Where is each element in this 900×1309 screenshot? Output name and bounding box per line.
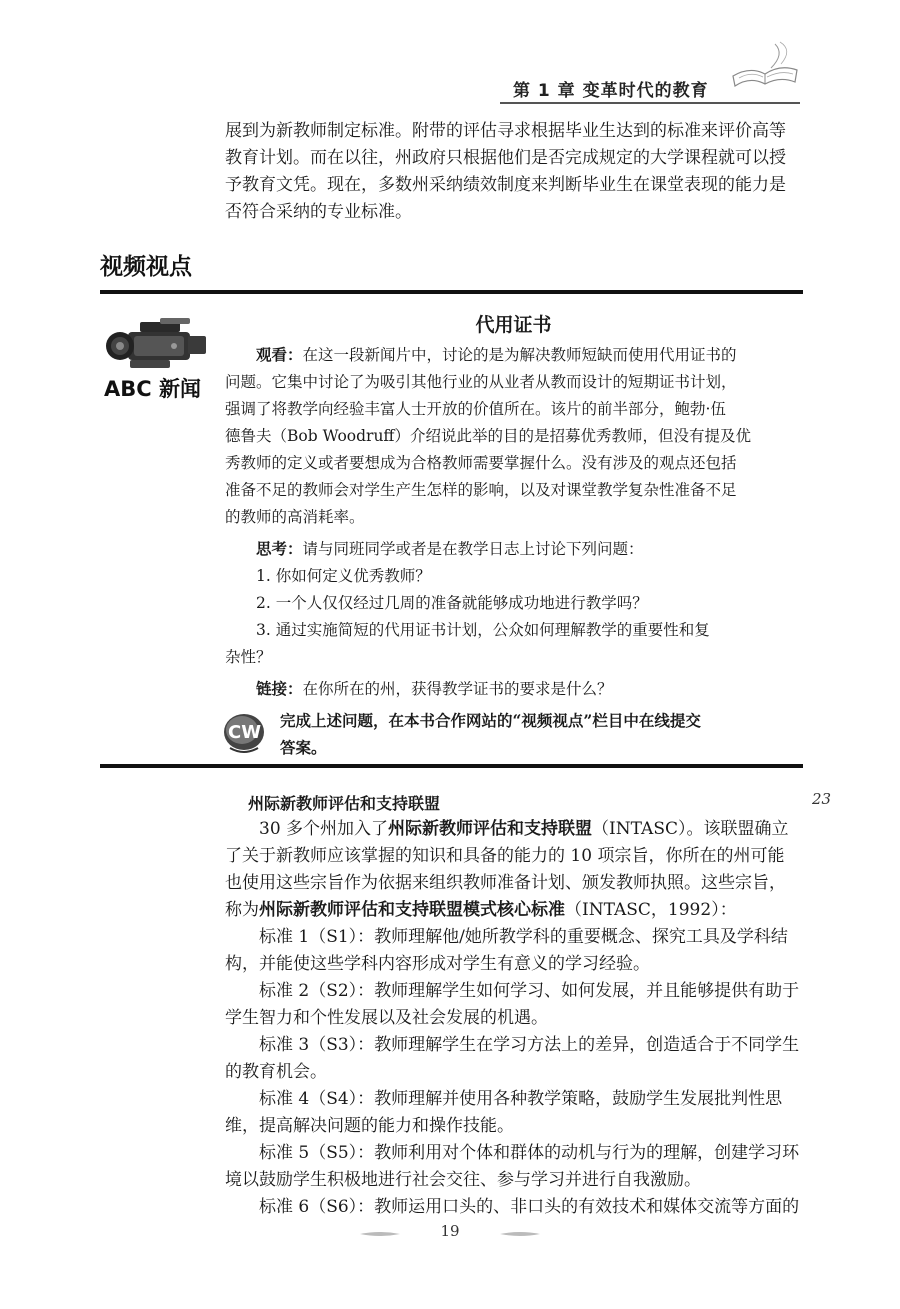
key-term: 州际新教师评估和支持联盟模式核心标准 (259, 900, 565, 920)
source-label: ABC 新闻 (104, 377, 201, 401)
page-number: 19 (440, 1222, 460, 1240)
standard-item (225, 978, 802, 1005)
text-line: 的教育机会。 (225, 1062, 327, 1082)
text-line: 教育计划。而在以往，州政府只根据他们是否完成规定的大学课程就可以授 (225, 148, 786, 168)
watch-lead: 观看： (256, 346, 303, 364)
box-top-rule (100, 290, 803, 294)
box-title: 代用证书 (475, 314, 552, 336)
text-line: 维，提高解决问题的能力和操作技能。 (225, 1116, 514, 1136)
text-run: （INTASC）。该联盟确立 (592, 819, 789, 839)
standard-item (225, 924, 802, 951)
text-line: 了关于新教师应该掌握的知识和具备的能力的 10 项宗旨，你所在的州可能 (225, 846, 785, 866)
open-book-icon (725, 38, 805, 93)
text-line: 也使用这些宗旨作为依据来组织教师准备计划、颁发教师执照。这些宗旨， (225, 873, 786, 893)
standard-item (225, 1032, 802, 1059)
text-line: 学生智力和个性发展以及社会发展的机遇。 (225, 1008, 548, 1028)
text-line: 完成上述问题，在本书合作网站的“视频视点”栏目中在线提交 (280, 711, 701, 730)
text-line: 予教育文凭。现在，多数州采纳绩效制度来判断毕业生在课堂表现的能力是 (225, 175, 786, 195)
question-item: 2. 一个人仅仅经过几周的准备就能够成功地进行教学吗？ (256, 594, 648, 612)
intasc-body (225, 816, 802, 1221)
text-run: （INTASC，1992）： (565, 900, 737, 920)
link-block (225, 676, 802, 703)
text-line: 否符合采纳的专业标准。 (225, 202, 412, 222)
text-line: 展到为新教师制定标准。附带的评估寻求根据毕业生达到的标准来评价高等 (225, 121, 786, 141)
text-line: 秀教师的定义或者要想成为合格教师需要掌握什么。没有涉及的观点还包括 (225, 454, 737, 472)
subsection-heading: 州际新教师评估和支持联盟 (248, 794, 441, 813)
standard-item (225, 1194, 802, 1221)
think-intro: 请与同班同学或者是在教学日志上讨论下列问题： (302, 540, 644, 558)
text-line: 境以鼓励学生积极地进行社会交往、参与学习并进行自我激励。 (225, 1170, 701, 1190)
question-item: 3. 通过实施简短的代用证书计划，公众如何理解教学的重要性和复 (256, 621, 710, 639)
companion-website-icon (220, 708, 268, 756)
link-lead: 链接： (256, 680, 303, 698)
header-rule (500, 102, 800, 104)
standard-item (225, 1140, 802, 1167)
text-line: 标准 5（S5）：教师利用对个体和群体的动机与行为的理解，创建学习环 (259, 1143, 800, 1163)
text-line: 德鲁夫（Bob Woodruff）介绍说此举的目的是招募优秀教师，但没有提及优 (225, 427, 751, 445)
margin-page-number: 23 (812, 790, 832, 808)
text-line: 在这一段新闻片中，讨论的是为解决教师短缺而使用代用证书的 (302, 346, 737, 364)
text-line: 标准 2（S2）：教师理解学生如何学习、如何发展，并且能够提供有助于 (259, 981, 800, 1001)
section-heading: 视频视点 (100, 254, 192, 280)
footer-ornament-right (500, 1231, 540, 1237)
question-item: 1. 你如何定义优秀教师？ (256, 567, 431, 585)
text-run: 称为 (225, 900, 259, 920)
text-line: 标准 6（S6）：教师运用口头的、非口头的有效技术和媒体交流等方面的 (259, 1197, 800, 1217)
text-line: 标准 1（S1）：教师理解他/她所教学科的重要概念、探究工具及学科结 (259, 927, 788, 947)
page-footer (390, 1222, 510, 1246)
think-lead: 思考： (256, 540, 303, 558)
svg-text:CW: CW (228, 722, 262, 743)
text-line: 构，并能使这些学科内容形成对学生有意义的学习经验。 (225, 954, 650, 974)
chapter-title: 第 1 章 变革时代的教育 (513, 81, 709, 101)
link-text: 在你所在的州，获得教学证书的要求是什么？ (302, 680, 613, 698)
standard-item (225, 1086, 802, 1113)
watch-paragraph (225, 342, 802, 531)
think-block (225, 536, 802, 671)
text-line: 强调了将教学向经验丰富人士开放的价值所在。该片的前半部分，鲍勃·伍 (225, 400, 726, 418)
text-line: 问题。它集中讨论了为吸引其他行业的从业者从教而设计的短期证书计划， (225, 373, 737, 391)
text-line: 的教师的高消耗率。 (225, 508, 365, 526)
text-line: 准备不足的教师会对学生产生怎样的影响，以及对课堂教学复杂性准备不足 (225, 481, 737, 499)
text-line: 标准 3（S3）：教师理解学生在学习方法上的差异，创造适合于不同学生 (259, 1035, 800, 1055)
key-term: 州际新教师评估和支持联盟 (388, 819, 593, 839)
cw-instruction (280, 707, 802, 761)
text-line: 答案。 (280, 738, 327, 757)
text-line: 标准 4（S4）：教师理解并使用各种教学策略，鼓励学生发展批判性思 (259, 1089, 783, 1109)
intro-paragraph (225, 118, 802, 226)
box-bottom-rule (100, 764, 803, 768)
text-run: 30 多个州加入了 (259, 819, 389, 839)
video-camera-icon (100, 316, 212, 374)
question-item: 杂性？ (225, 648, 272, 666)
